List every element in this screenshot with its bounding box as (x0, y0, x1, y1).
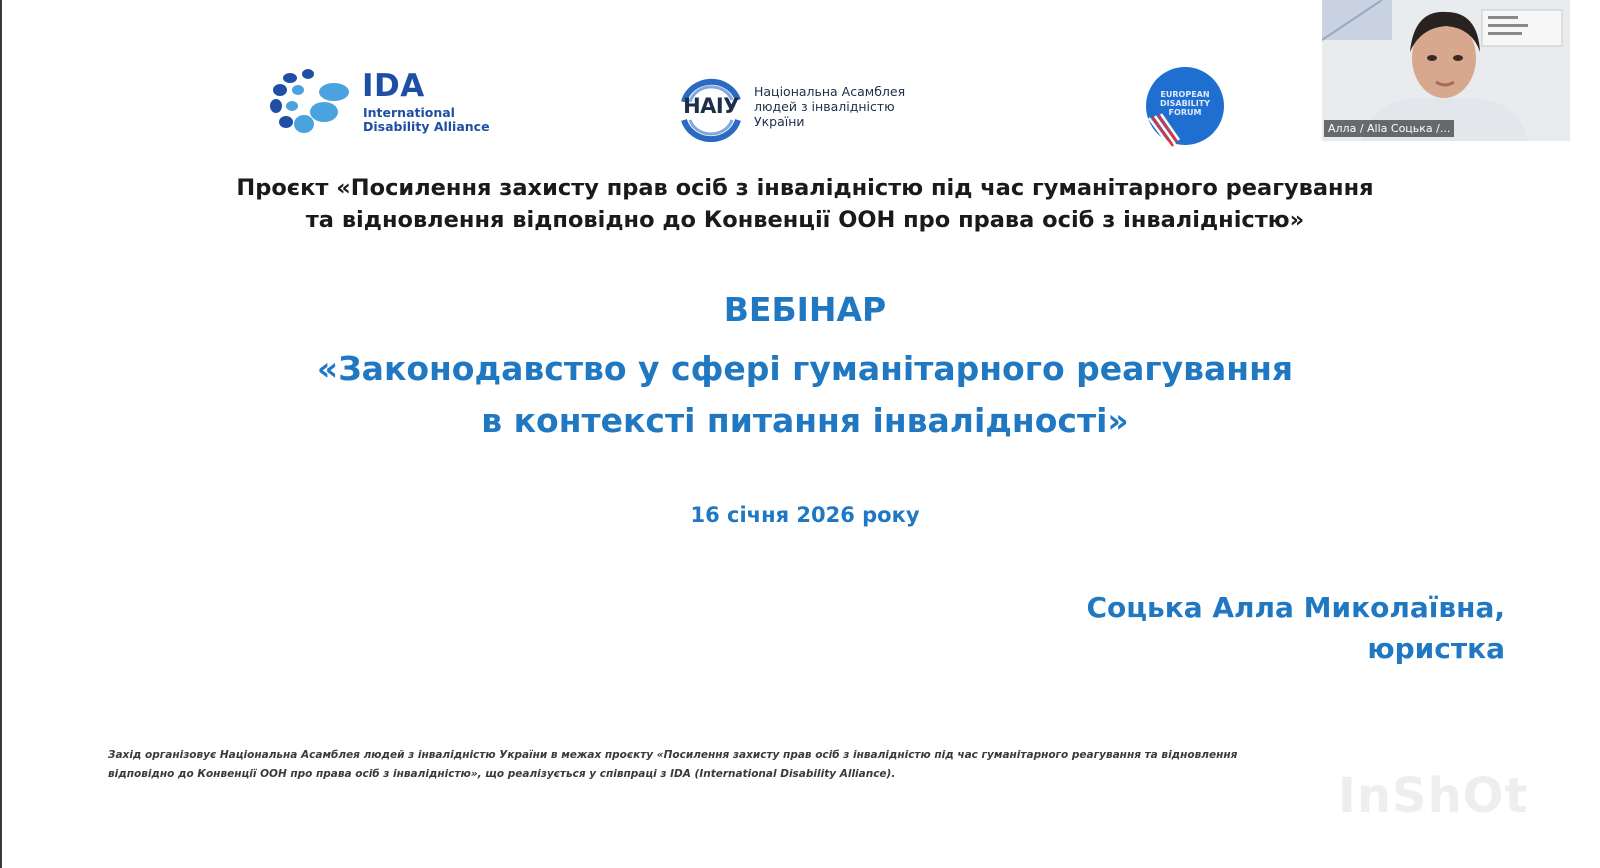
participant-video-tile[interactable] (1322, 0, 1570, 141)
webinar-date: 16 січня 2026 року (690, 503, 920, 527)
project-title-line-1: Проєкт «Посилення захисту прав осіб з інвалідністю під час гуманітарного реагування (236, 175, 1374, 201)
edf-logo (1143, 66, 1229, 152)
speaker-role: юристка (1367, 632, 1505, 665)
organizer-note (108, 746, 1508, 784)
ida-abbreviation: IDA (362, 68, 425, 104)
window-edge (0, 0, 2, 868)
speaker-block (805, 587, 1505, 669)
edf-wordmark: EUROPEAN DISABILITY FORUM (1160, 90, 1210, 117)
webinar-topic (200, 343, 1410, 447)
webinar-topic-line-1: «Законодавство у сфері гуманітарного реагування (316, 349, 1294, 388)
ida-full-name: International Disability Alliance (363, 105, 490, 134)
project-title-line-2: та відновлення відповідно до Конвенції ООН про права осіб з інвалідністю» (305, 207, 1305, 233)
ida-dots-icon (268, 68, 358, 138)
project-title (120, 172, 1490, 236)
participant-name-label: Алла / Alla Соцька /... (1324, 120, 1454, 137)
webinar-label: ВЕБІНАР (723, 290, 887, 329)
naiu-full-name: Національна Асамблея людей з інвалідністю України (754, 84, 906, 129)
ida-logo (268, 66, 488, 138)
naiu-abbreviation: НАІУ (683, 94, 739, 118)
organizer-note-line-1: Захід організовує Національна Асамблея людей з інвалідністю України в межах проєкту «Посилення захисту прав осіб з інвалідністю під час гуманітарного реагування та відновлення (108, 749, 1238, 761)
organizer-note-line-2: відповідно до Конвенції ООН про права осіб з інвалідністю», що реалізується у співпраці з IDA (International Disability Alliance). (108, 768, 896, 780)
speaker-name: Соцька Алла Миколаївна, (1086, 591, 1505, 624)
naiu-logo (676, 72, 946, 142)
webinar-topic-line-2: в контексті питання інвалідності» (481, 401, 1129, 440)
inshot-watermark: InShOt (1338, 768, 1529, 824)
